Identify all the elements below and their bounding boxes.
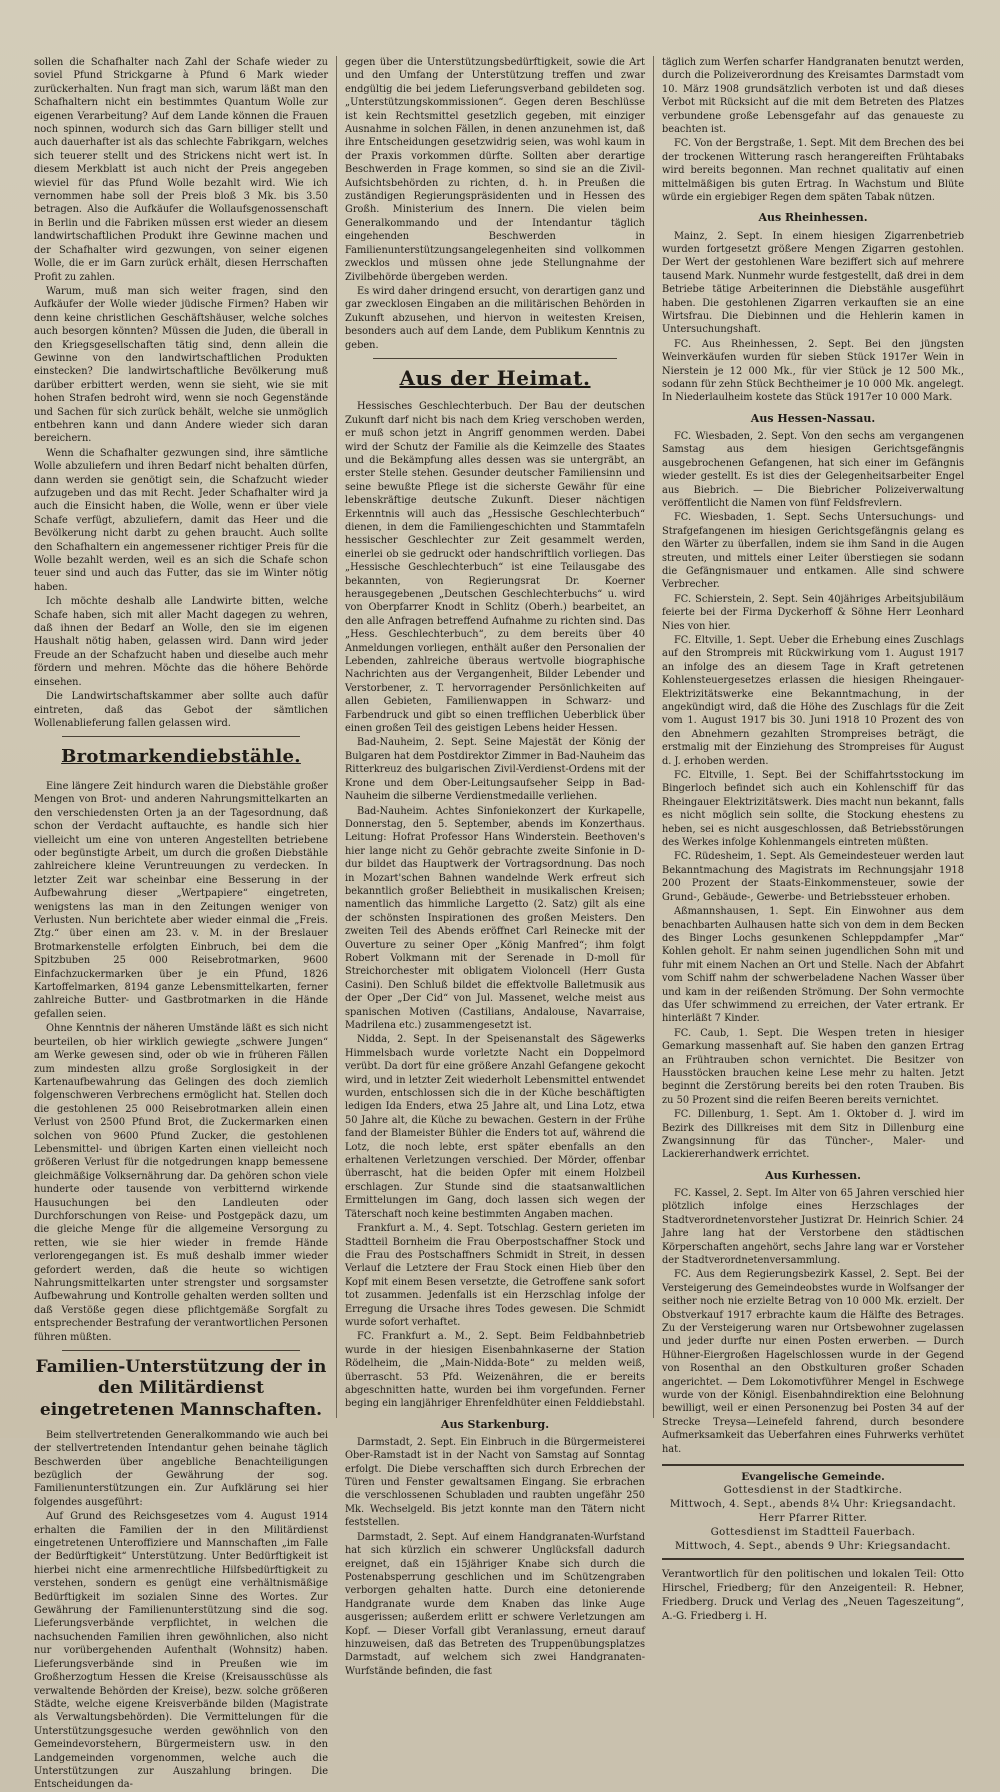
heading-aus-der-heimat: Aus der Heimat.: [399, 365, 591, 390]
article-paragraph: FC. Schierstein, 2. Sept. Sein 40jähriges Arbeitsjubiläum feierte bei der Firma Dyckerhoff & Söhne Herr Leonhard Nies von hier.: [662, 593, 964, 632]
divider: [373, 358, 617, 359]
subheading-rheinhessen: Aus Rheinhessen.: [758, 211, 868, 225]
article-paragraph: FC. Frankfurt a. M., 2. Sept. Beim Feldbahnbetrieb wurde in der hiesigen Eisenbahnkaserne der Station Rödelheim, die „Main-Nidda-Bote“ zu melden weiß, überrascht. 53 Pfd. Weizenähren, die er bereits abgeschnitten hatte, wurden bei ihm vorgefunden. Ferner beging ein langjähriger Ehrenfeldhüter einen Felddiebstahl.: [345, 1331, 645, 1410]
article-paragraph: FC. Aus dem Regierungsbezirk Kassel, 2. Sept. Bei der Versteigerung des Gemeindeobstes wurde in Wolfsanger der seither noch nie erzielte Betrag von 10 000 Mk. erzielt. Der Obstverkauf 1917 erbrachte kaum die Hälfte des Betrages. Zu der Versteigerung waren nur Ortsbewohner zugelassen und jeder durfte nur einen Posten erwerben. — Durch Hühner-Eiergroßen Hagelschlossen wurde in der Gegend von Rosenthal an den Obstkulturen großer Schaden angerichtet. — Dem Lokomotivführer Mengel in Eschwege wurde von der Königl. Eisenbahndirektion eine Belohnung bewilligt, weil er einen Personenzug bei Posten 34 auf der Strecke Treysa—Leinefeld fahrend, durch besondere Aufmerksamkeit das Ueberfahren eines Fuhrwerks verhütet hat.: [662, 1269, 964, 1455]
article-paragraph: Mainz, 2. Sept. In einem hiesigen Zigarrenbetrieb wurden fortgesetzt größere Mengen Zigarren gestohlen. Der Wert der gestohlenen Ware beziffert sich auf mehrere tausend Mark. Nunmehr wurde festgestellt, daß drei in dem Betriebe tätige Arbeiterinnen die Diebstähle ausgeführt haben. Die gestohlenen Zigarren verkauften sie an eine Wirtsfrau. Die Diebinnen und die Hehlerin kamen in Untersuchungshaft.: [662, 230, 964, 336]
article-paragraph: täglich zum Werfen scharfer Handgranaten benutzt werden, durch die Polizeiverordnung des Kreisamtes Darmstadt vom 10. März 1908 grundsätzlich verboten ist und daß dieses Verbot mit Rücksicht auf die mit dem Betreten des Platzes verbundene große Lebensgefahr auf das genaueste zu beachten ist.: [662, 57, 964, 136]
article-paragraph: FC. Aus Rheinhessen, 2. Sept. Bei den jüngsten Weinverkäufen wurden für sieben Stück 1917er Wein in Nierstein je 12 000 Mk., für vier Stück je 12 500 Mk., sodann für zehn Stück Bechtheimer je 10 000 Mk. angelegt. In Niederlaulheim kostete das Stück 1917er 10 000 Mark.: [662, 338, 964, 404]
article-paragraph: Frankfurt a. M., 4. Sept. Totschlag. Gestern gerieten im Stadtteil Bornheim die Frau Oberpostschaffner Stock und die Frau des Postschaffners Schmidt in Streit, in dessen Verlauf die Letztere der Frau Stock einen Hieb über den Kopf mit einem Besen versetzte, die Getroffene sank sofort tot zusammen. Jedenfalls ist ein Herzschlag infolge der Erregung die Ursache ihres Todes gewesen. Die Schmidt wurde sofort verhaftet.: [345, 1223, 645, 1328]
article-paragraph: Hessisches Geschlechterbuch. Der Bau der deutschen Zukunft darf nicht bis nach dem Krieg verschoben werden, er muß schon jetzt in Angriff genommen werden. Dabei wird der Schutz der Familie als die Keimzelle des Staates und die Bekämpfung alles dessen was sie untergräbt, an erster Stelle stehen. Gesunder deutscher Familiensinn und seine bewußte Pflege ist die sicherste Gewähr für eine lebenskräftige deutsche Zukunft. Dieser nächtigen Erkenntnis will auch das „Hessische Geschlechterbuch“ dienen, in dem die Familiengeschichten und Stammtafeln hessischer Geschlechter zur Zeit gesammelt werden, einerlei ob sie gedruckt oder handschriftlich vorliegen. Das „Hessische Geschlechterbuch“ ist eine Teilausgabe des bekannten, von Regierungsrat Dr. Koerner herausgegebenen „Deutschen Geschlechterbuchs“ u. wird von Oberpfarrer Knodt in Schlitz (Oberh.) bearbeitet, an den alle Anfragen betreffend Aufnahme zu richten sind. Das „Hess. Geschlechterbuch“, zu dem bereits über 40 Anmeldungen vorliegen, enthält außer den Personalien der Lebenden, zahlreiche überaus wertvolle biographische Nachrichten aus der Vergangenheit, Bilder Lebender und Verstorbener, z. T. hervorragender Persönlichkeiten auf allen Gebieten, Familienwappen in Schwarz- und Farbendruck und gibt so einen trefflichen Ueberblick über einen großen Teil des geistigen Lebens heider Hessen.: [345, 401, 645, 735]
article-paragraph: FC. Von der Bergstraße, 1. Sept. Mit dem Brechen des bei der trockenen Witterung rasch herangereiften Frühtabaks wird bereits begonnen. Man rechnet qualitativ auf einen mittelmäßigen bis guten Ertrag. In Wachstum und Blüte würde ein ergiebiger Regen dem späten Tabak nützen.: [662, 138, 964, 204]
church-notice-title: Evangelische Gemeinde.: [741, 1471, 885, 1483]
article-paragraph: Bad-Nauheim, 2. Sept. Seine Majestät der König der Bulgaren hat dem Postdirektor Zimmer in Bad-Nauheim das Ritterkreuz des bulgarischen Zivil-Verdienst-Ordens mit der Krone und dem Ober-Leitungsaufseher Seipp in Bad-Nauheim die silberne Verdienstmedaille verliehen.: [345, 737, 645, 803]
article-paragraph: FC. Dillenburg, 1. Sept. Am 1. Oktober d. J. wird im Bezirk des Dillkreises mit dem Sitz in Dillenburg eine Zwangsinnung für das Tüncher-, Maler- und Lackiererhandwerk errichtet.: [662, 1109, 964, 1161]
article-paragraph: FC. Eltville, 1. Sept. Ueber die Erhebung eines Zuschlags auf den Strompreis mit Rückwirkung vom 1. August 1917 an infolge des an diesem Tage in Kraft getretenen Kohlensteuergesetzes erlassen die hiesigen Rheingauer-Elektrizitätswerke eine Bekanntmachung, in der angekündigt wird, daß die Höhe des Zuschlags für die Zeit vom 1. August 1917 bis 30. Juni 1918 10 Prozent des von den Abnehmern gezahlten Strompreises beträgt, die erstmalig mit der Einziehung des Strompreises für August d. J. erhoben werden.: [662, 634, 964, 767]
article-paragraph: sollen die Schafhalter nach Zahl der Schafe wieder zu soviel Pfund Strickgarne à Pfund 6 Mark wieder zurückerhalten. Nun fragt man sich, warum läßt man den Schafhaltern nicht ein bestimmtes Quantum Wolle zur eigenen Verarbeitung? Auf dem Lande können die Frauen noch spinnen, wodurch sich das Garn billiger stellt und auch dauerhafter ist als das schlechte Fabrikgarn, welches sich teuerer stellt und des Strickens nicht wert ist. In diesem Merkblatt ist auch nicht der Preis angegeben wieviel für das Pfund Wolle bezahlt wird. Wie ich vernommen habe soll der Preis bloß 3 Mk. bis 3.50 betragen. Also die Aufkäufer die Wollaufsgenossenschaft in Berlin und die Fabriken müssen erst wieder an diesem landwirtschaftlichen Produkt ihre Gewinne machen und der Schafhalter wird gezwungen, von seiner eigenen Wolle, die er im Garn zurück erhält, diesen Herrschaften Profit zu zahlen.: [34, 57, 328, 283]
article-paragraph: FC. Wiesbaden, 2. Sept. Von den sechs am vergangenen Samstag aus dem hiesigen Gerichtsgefängnis ausgebrochenen Gefangenen, hat sich einer im Gefängnis wieder gestellt. Es ist dies der Gelegenheitsarbeiter Engel aus Biebrich. — Die Biebricher Polizeiverwaltung veröffentlicht die Namen von fünf Feldsfrevlern.: [662, 430, 964, 509]
imprint: Verantwortlich für den politischen und lokalen Teil: Otto Hirschel, Friedberg; für den Anzeigenteil: R. Hebner, Friedberg. Druck und Verlag des „Neuen Tageszeitung“, A.-G. Friedberg i. H.: [662, 1569, 964, 1623]
article-paragraph: Bad-Nauheim. Achtes Sinfoniekonzert der Kurkapelle, Donnerstag, den 5. September, abends im Konzerthaus. Leitung: Hofrat Professor Hans Winderstein. Beethoven's hier lange nicht zu Gehör gebrachte zweite Sinfonie in D-dur bildet das Hauptwerk der Vortragsordnung. Das noch in Mozart'schen Bahnen wandelnde Werk erfreut sich bekanntlich großer Beliebtheit in musikalischen Kreisen; namentlich das himmliche Largetto (2. Satz) gilt als eine der schönsten Inspirationen des großen Meisters. Den zweiten Teil des Abends eröffnet Carl Reinecke mit der Ouverture zu seiner Oper „König Manfred“; ihm folgt Robert Volkmann mit der Serenade in D-moll für Streichorchester mit obligatem Violoncell (Herr Gusta Casini). Den Schluß bildet die effektvolle Balletmusik aus der Oper „Der Cid“ von Jul. Massenet, welche meist aus spanischen Motiven (Castilians, Andalouse, Navarraise, Madrilena etc.) zusammengesetzt ist.: [345, 805, 645, 1032]
divider: [62, 736, 300, 737]
church-notice-line: Gottesdienst im Stadtteil Fauerbach.: [710, 1527, 916, 1539]
church-notice-line: Mittwoch, 4. Sept., abends 8¼ Uhr: Kriegsandacht.: [669, 1499, 957, 1511]
divider: [62, 1350, 300, 1351]
article-paragraph: Eine längere Zeit hindurch waren die Diebstähle großer Mengen von Brot- und anderen Nahrungsmittelkarten an den verschiedensten Orten ja an der Tagesordnung, daß schon der Verdacht auftauchte, es handle sich hier vielleicht um eine von unteren Angestellten betriebene oder begünstigte Arbeit, um durch die großen Diebstähle zahlreichere kleine Veruntreuungen zu verdecken. In letzter Zeit war scheinbar eine Besserung in der Aufbewahrung dieser „Wertpapiere“ eingetreten, wenigstens las man in den Zeitungen weniger von Verlusten. Nun berichtete aber wieder einmal die „Freis. Ztg.“ über einen am 23. v. M. in der Breslauer Brotmarkenstelle erfolgten Einbruch, bei dem die Spitzbuben 25 000 Reisebrotmarken, 9600 Einfachzuckermarken über je ein Pfund, 1826 Kartoffelmarken, 8194 ganze Lebensmittelkarten, ferner zahlreiche Butter- und Gastbrotmarken in die Hände gefallen seien.: [34, 780, 328, 1020]
church-notice-line: Gottesdienst in der Stadtkirche.: [723, 1485, 903, 1497]
article-paragraph: Auf Grund des Reichsgesetzes vom 4. August 1914 erhalten die Familien der in den Militärdienst eingetretenen Unteroffiziere und Mannschaften „im Falle der Bedürftigkeit“ Unterstützung. Unter Bedürftigkeit ist hierbei nicht eine armenrechtliche Hilfsbedürftigkeit zu verstehen, sondern es genügt eine verhältnismäßige Bedürftigkeit im sozialen Sinne des Wortes. Zur Gewährung der Familienunterstützung sind die sog. Lieferungsverbände verpflichtet, in welchen die nachsuchenden Familien ihren gewöhnlichen, also nicht nur vorübergehenden Aufenthalt (Wohnsitz) haben. Lieferungsverbände sind in Preußen wie im Großherzogtum Hessen die Kreise (Kreisausschüsse als verwaltende Behörden der Kreise), bezw. solche größeren Städte, welche eigene Kreisverbände bilden (Magistrate als Verwaltungsbehörden). Die Vermittelungen für die Unterstützungsgesuche werden gewöhnlich von den Gemeindevorstehern, Bürgermeistern usw. in den Landgemeinden vorgenommen, welche auch die Unterstützungen zur Auszahlung bringen. Die Entscheidungen da-: [34, 1511, 328, 1791]
column-3: [653, 56, 964, 1623]
columns: [34, 56, 972, 1791]
article-paragraph: Darmstadt, 2. Sept. Auf einem Handgranaten-Wurfstand hat sich kürzlich ein schwerer Unglücksfall dadurch ereignet, daß ein 15jähriger Knabe sich durch die Postenabsperrung geschlichen und im Schützengraben verborgen gehalten hatte. Durch eine detonierende Handgranate wurde dem Knaben das linke Auge ausgerissen; außerdem erlitt er schwere Verletzungen am Kopf. — Dieser Vorfall gibt Veranlassung, erneut darauf hinzuweisen, daß das Betreten des Truppenübungsplatzes Darmstadt, auf welchem sich zwei Handgranaten-Wurfstände befinden, die fast: [345, 1531, 645, 1677]
heading-brotmarken: Brotmarkendiebstähle.: [61, 746, 301, 768]
heading-familien-unterstuetzung: Familien-Unterstützung der in den Militärdienst eingetretenen Mannschaften.: [35, 1357, 327, 1420]
church-notice: [662, 1464, 964, 1560]
article-paragraph: Ohne Kenntnis der näheren Umstände läßt es sich nicht beurteilen, ob hier wirklich gewiegte „schwere Jungen“ am Werke gewesen sind, oder ob wie in früheren Fällen zum mindesten allzu große Sorglosigkeit in der Kartenaufbewahrung das Gelingen des doch ziemlich folgenschweren Verbrechens ermöglicht hat. Stellen doch die gestohlenen 25 000 Reisebrotmarken allein einen Verlust von 2500 Pfund Brot, die Zuckermarken einen solchen von 9600 Pfund Zucker, die gestohlenen Lebensmittel- und übrigen Karten einen vielleicht noch größeren Verlust für die notgedrungen knapp bemessene gleichmäßige Volksernährung dar. Da gehören schon viele hunderte oder tausende von verbitternd wirkende Hausuchungen bei den Landleuten oder Durchforschungen von Reise- und Postgepäck dazu, um die gleiche Menge für die allgemeine Versorgung zu retten, wie sie hier wieder in fremde Hände verlorengegangen ist. Es muß deshalb immer wieder gefordert werden, daß die heute so wichtigen Nahrungsmittelkarten unter strengster und sorgsamster Aufbewahrung und Kontrolle gehalten werden sollten und daß Verstöße gegen diese pflichtgemäße Sorgfalt zu entsprechender Bestrafung der verantwortlichen Personen führen müßten.: [34, 1023, 328, 1343]
article-paragraph: Nidda, 2. Sept. In der Speisenanstalt des Sägewerks Himmelsbach wurde vorletzte Nacht ein Doppelmord verübt. Da dort für eine größere Anzahl Gefangene gekocht wird, und in letzter Zeit wiederholt Lebensmittel entwendet wurden, entschlossen sich die in der Küche beschäftigten ledigen Ida Enders, etwa 25 Jahre alt, und Lina Lotz, etwa 50 Jahre alt, die Küche zu bewachen. Gestern in der Frühe fand der Blameister Bühler die Enders tot auf, während die Lotz, die noch lebte, erst später ebenfalls an den erhaltenen Verletzungen verschied. Der Mörder, offenbar überrascht, hat die beiden Opfer mit einem Holzbeil erschlagen. Zur Stunde sind die staatsanwaltlichen Ermittelungen im Gang, doch lassen sich wegen der Täterschaft noch keine bestimmten Angaben machen.: [345, 1034, 645, 1220]
column-1: [34, 56, 336, 1791]
article-paragraph: gegen über die Unterstützungsbedürftigkeit, sowie die Art und den Umfang der Unterstützung treffen und zwar endgültig die bei jedem Lieferungsverband gebildeten sog. „Unterstützungskommissionen“. Gegen deren Beschlüsse ist kein Rechtsmittel gesetzlich gegeben, mit einziger Ausnahme in solchen Fällen, in denen anzunehmen ist, daß ihre Entscheidungen gesetzwidrig seien, was wohl kaum in der Praxis vorkommen dürfte. Sollten aber derartige Beschwerden in Frage kommen, so sind sie an die Zivil-Aufsichtsbehörden zu richten, d. h. in Preußen die zuständigen Regierungspräsidenten und in Hessen des Großh. Ministerium des Innern. Die vielen beim Generalkommando und der Intendantur täglich eingehenden Beschwerden in Familienunterstützungsangelegenheiten sind vollkommen zwecklos und müssen ohne jede Stellungnahme der Zivilbehörde übergeben werden.: [345, 57, 645, 283]
subheading-kurhessen: Aus Kurhessen.: [765, 1168, 861, 1182]
church-notice-line: Herr Pfarrer Ritter.: [758, 1513, 868, 1525]
article-paragraph: FC. Rüdesheim, 1. Sept. Als Gemeindesteuer werden laut Bekanntmachung des Magistrats im Rechnungsjahr 1918 200 Prozent der Staats-Einkommensteuer, sowie der Grund-, Gebäude-, Gewerbe- und Betriebssteuer erhoben.: [662, 851, 964, 903]
article-paragraph: Es wird daher dringend ersucht, von derartigen ganz und gar zwecklosen Eingaben an die militärischen Behörden in Zukunft abzusehen, und hiervon in weitesten Kreisen, besonders auch auf dem Lande, dem Publikum Kenntnis zu geben.: [345, 285, 645, 351]
article-paragraph: Darmstadt, 2. Sept. Ein Einbruch in die Bürgermeisterei Ober-Ramstadt ist in der Nacht von Samstag auf Sonntag erfolgt. Die Diebe verschafften sich durch Erbrechen der Türen und Fenster gewaltsamen Eingang. Sie erbrachen die verschlossenen Schubladen und raubten ungefähr 250 Mk. Wechselgeld. Bis jetzt konnte man den Tätern nicht feststellen.: [345, 1436, 645, 1529]
article-paragraph: FC. Caub, 1. Sept. Die Wespen treten in hiesiger Gemarkung massenhaft auf. Sie haben den ganzen Ertrag an Frühtrauben schon vernichtet. Die Besitzer von Hausstöcken brauchen keine Lese mehr zu halten. Jetzt beginnt die Zerstörung bereits bei den roten Trauben. Bis zu 50 Prozent sind die reifen Beeren bereits vernichtet.: [662, 1027, 964, 1106]
article-paragraph: FC. Eltville, 1. Sept. Bei der Schiffahrtsstockung im Bingerloch befindet sich auch ein Kohlenschiff für das Rheingauer Elektrizitätswerk. Dies macht nun bekannt, falls es nicht möglich sein sollte, die Stockung ehestens zu heben, sei es nicht ausgeschlossen, daß Betriebsstörungen des Werkes infolge Kohlenmangels eintreten müßten.: [662, 770, 964, 849]
article-paragraph: Warum, muß man sich weiter fragen, sind den Aufkäufer der Wolle wieder jüdische Firmen? Haben wir denn keine christlichen Geschäftshäuser, welche solches auch besorgen könnten? Müssen die Juden, die überall in den Kriegsgesellschaften tätig sind, denn allein die Gewinne von den landwirtschaftlichen Produkten einstecken? Die landwirtschaftliche Bevölkerung muß darüber erbittert werden, wenn sie sieht, wie sie mit hohen Strafen bedroht wird, wenn sie noch Gegenstände und Sachen für sich zurück behält, welche sie unmöglich entbehren kann und dann Andere wieder sich daran bereichern.: [34, 285, 328, 445]
article-paragraph: FC. Kassel, 2. Sept. Im Alter von 65 Jahren verschied hier plötzlich infolge eines Herzschlages der Stadtverordnetenvorsteher Justizrat Dr. Heinrich Schier. 24 Jahre lang hat der Verstorbene den städtischen Körperschaften angehört, sechs Jahre lang war er Vorsteher der Stadtverordnetenversammlung.: [662, 1187, 964, 1266]
column-2: [336, 56, 653, 1677]
article-paragraph: FC. Wiesbaden, 1. Sept. Sechs Untersuchungs- und Strafgefangenen im hiesigen Gerichtsgefängnis gelang es den Wärter zu überfallen, indem sie ihm Sand in die Augen streuten, und mittels einer Leiter überstiegen sie sodann die Gefängnismauer und entkamen. Alle sind schwere Verbrecher.: [662, 512, 964, 591]
article-paragraph: Die Landwirtschaftskammer aber sollte auch dafür eintreten, daß das Gebot der sämtlichen Wollenablieferung fallen gelassen wird.: [34, 691, 328, 729]
article-paragraph: Aßmannshausen, 1. Sept. Ein Einwohner aus dem benachbarten Aulhausen hatte sich von dem in dem Becken des Binger Lochs gesunkenen Schleppdampfer „Mar“ Kohlen geholt. Er nahm seinen jugendlichen Sohn mit und fuhr mit einem Nachen an Ort und Stelle. Nach der Abfahrt vom Schiff nahm der schwerbeladene Nachen Wasser über und kam in der reißenden Strömung. Der Sohn vermochte das Ufer schwimmend zu erreichen, der Vater ertrank. Er hinterläßt 7 Kinder.: [662, 906, 964, 1025]
article-paragraph: Ich möchte deshalb alle Landwirte bitten, welche Schafe haben, sich mit aller Macht dagegen zu wehren, daß ihnen der Bedarf an Wolle, den sie im eigenen Haushalt nötig haben, gelassen wird. Dann wird jeder Freude an der Schafzucht haben und dieselbe auch mehr fördern und mehren. Möchte das die höhere Behörde einsehen.: [34, 596, 328, 688]
article-paragraph: Beim stellvertretenden Generalkommando wie auch bei der stellvertretenden Intendantur gehen beinahe täglich Beschwerden über angebliche Benachteiligungen bezüglich der Gewährung der sog. Familienunterstützungen ein. Zur Aufklärung sei hier folgendes ausgeführt:: [34, 1429, 328, 1508]
subheading-hessen-nassau: Aus Hessen-Nassau.: [750, 411, 876, 425]
subheading-starkenburg: Aus Starkenburg.: [440, 1417, 550, 1431]
article-paragraph: Wenn die Schafhalter gezwungen sind, ihre sämtliche Wolle abzuliefern und ihren Bedarf nicht behalten dürfen, dann werden sie genötigt sein, die Schafzucht wieder aufzugeben und das mit Recht. Jeder Schafhalter wird ja auch die Einsicht haben, die Wolle, wenn er über viele Schafe verfügt, abzuliefern, damit das Heer und die Bevölkerung nicht darbt zu gehen braucht. Auch sollte den Schafhaltern ein angemessener richtiger Preis für die Wolle bezahlt werden, weil es an sich die Schafe schon teuer sind und auch das Futter, das sie im Winter nötig haben.: [34, 447, 328, 593]
church-notice-line: Mittwoch, 4. Sept., abends 9 Uhr: Kriegsandacht.: [675, 1541, 951, 1553]
